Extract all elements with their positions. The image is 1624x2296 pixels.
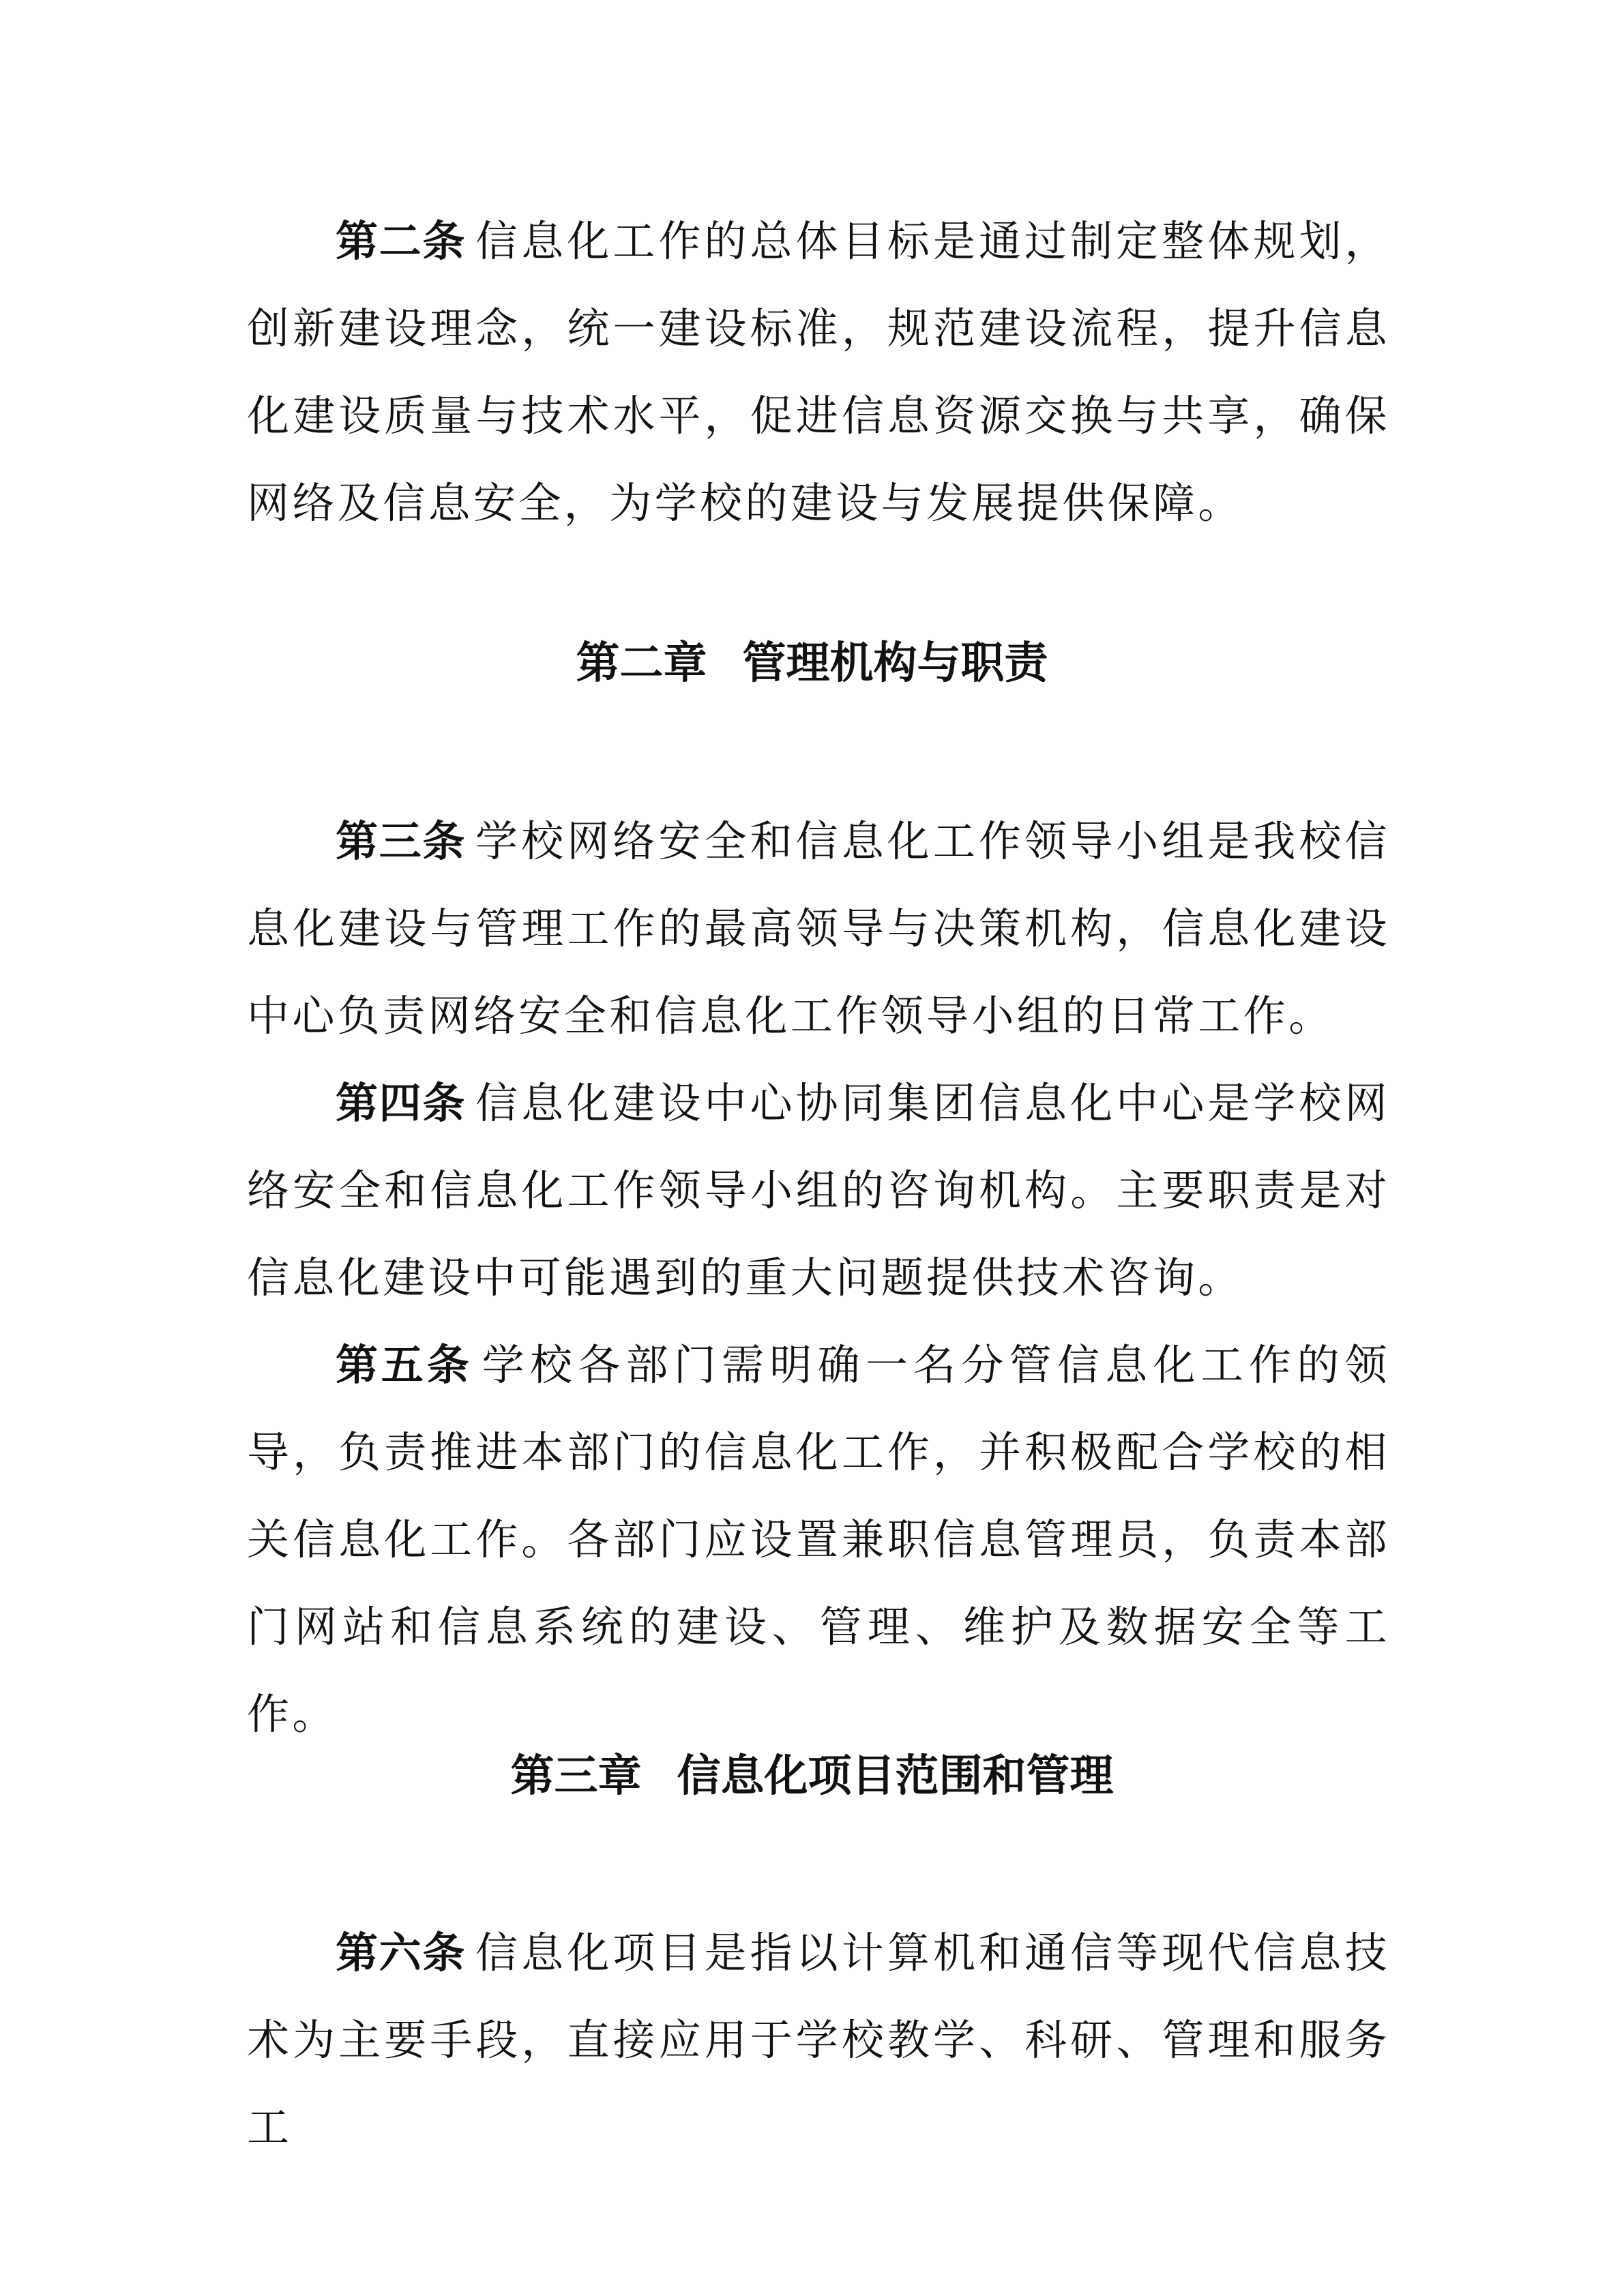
article-2 bbox=[247, 198, 1390, 547]
article-5-label: 第五条 bbox=[336, 1340, 473, 1390]
article-2-text: 信息化工作的总体目标是通过制定整体规划，创新建设理念，统一建设标准，规范建设流程，提升信息化建设质量与技术水平，促进信息资源交换与共享，确保网络及信息安全，为学校的建设与发展提供保障。 bbox=[247, 216, 1390, 528]
article-4-text: 信息化建设中心协同集团信息化中心是学校网络安全和信息化工作领导小组的咨询机构。主要职责是对信息化建设中可能遇到的重大问题提供技术咨询。 bbox=[247, 1078, 1390, 1302]
chapter-2-title: 管理机构与职责 bbox=[742, 638, 1048, 689]
chapter-3-heading bbox=[0, 1746, 1624, 1807]
article-2-label: 第二条 bbox=[336, 216, 467, 266]
chapter-3-number: 第三章 bbox=[510, 1750, 642, 1802]
article-4-label: 第四条 bbox=[336, 1078, 467, 1128]
chapter-2-number: 第二章 bbox=[576, 638, 707, 689]
article-3 bbox=[247, 798, 1390, 1060]
article-3-text: 学校网络安全和信息化工作领导小组是我校信息化建设与管理工作的最高领导与决策机构，信息化建设中心负责网络安全和信息化工作领导小组的日常工作。 bbox=[247, 816, 1390, 1041]
chapter-3-title: 信息化项目范围和管理 bbox=[677, 1750, 1114, 1802]
article-5-text: 学校各部门需明确一名分管信息化工作的领导，负责推进本部门的信息化工作，并积极配合学校的相关信息化工作。各部门应设置兼职信息管理员，负责本部门网站和信息系统的建设、管理、维护及数据安全等工作。 bbox=[247, 1340, 1390, 1739]
article-5 bbox=[247, 1322, 1390, 1758]
article-6 bbox=[247, 1909, 1390, 2171]
chapter-2-heading bbox=[0, 633, 1624, 694]
article-4 bbox=[247, 1060, 1390, 1322]
article-3-label: 第三条 bbox=[336, 816, 467, 866]
article-6-label: 第六条 bbox=[336, 1928, 467, 1978]
article-6-text: 信息化项目是指以计算机和通信等现代信息技术为主要手段，直接应用于学校教学、科研、管理和服务工 bbox=[247, 1928, 1390, 2152]
